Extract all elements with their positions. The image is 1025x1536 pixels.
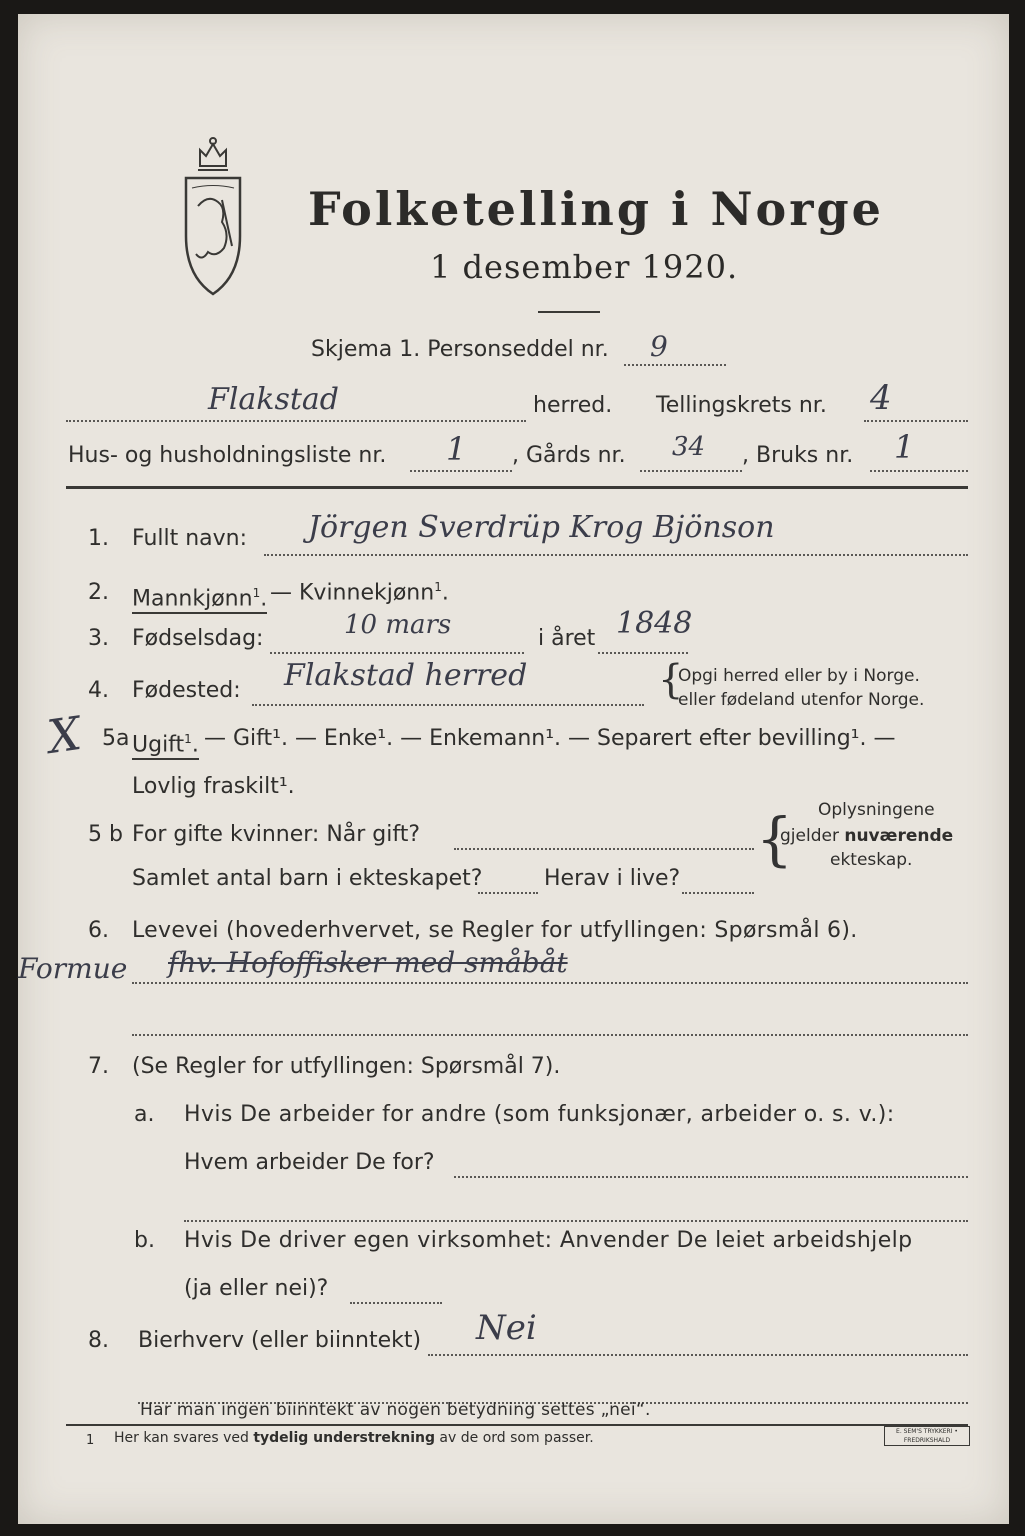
footnote-marker: 1 <box>86 1433 95 1448</box>
gards-number[interactable]: 34 <box>672 432 706 462</box>
q6-dots-line1 <box>132 982 968 984</box>
q5b-children-dots <box>478 892 538 894</box>
ugift-option[interactable]: Ugift$^1$. <box>132 726 199 760</box>
footer-note: Har man ingen biinntekt av nogen betydning settes „nei“. <box>140 1400 651 1420</box>
gards-label: , Gårds nr. <box>512 443 626 468</box>
header-separator <box>66 486 968 489</box>
mannkjonn-option[interactable]: Mannkjønn$^1$. <box>132 580 267 614</box>
q8-dots <box>428 1354 968 1356</box>
q8-number: 8. <box>88 1328 109 1353</box>
q4-brace: { <box>658 657 684 703</box>
q3-label: Fødselsdag: <box>132 626 264 651</box>
husholdningsliste-dots <box>410 470 512 472</box>
q4-note-line2: eller fødeland utenfor Norge. <box>678 690 925 710</box>
lovlig-fraskilt-option[interactable]: Lovlig fraskilt¹. <box>132 774 295 799</box>
tellingskrets-number[interactable]: 4 <box>870 378 892 418</box>
q7b-question: (ja eller nei)? <box>184 1276 329 1301</box>
q6-dots-line2 <box>132 1034 968 1036</box>
footnote-part2: av de ord som passer. <box>434 1430 594 1446</box>
tellingskrets-label: Tellingskrets nr. <box>656 393 827 418</box>
herred-dots <box>66 420 526 422</box>
husholdningsliste-number[interactable]: 1 <box>446 430 467 468</box>
q5b-children-label: Samlet antal barn i ekteskapet? <box>132 866 483 891</box>
birth-year-value[interactable]: 1848 <box>616 606 693 641</box>
title-divider <box>538 311 600 313</box>
q5b-married-dots <box>454 848 754 850</box>
tellingskrets-dots <box>864 420 968 422</box>
q5b-note-current: nuværende <box>844 826 954 846</box>
q5b-number: 5 b <box>88 822 123 847</box>
q6-number: 6. <box>88 918 109 943</box>
q5b-note-line3: ekteskap. <box>830 850 913 870</box>
q3-number: 3. <box>88 626 109 651</box>
q7a-dots-line2[interactable] <box>184 1220 968 1222</box>
q1-number: 1. <box>88 526 109 551</box>
herred-label: herred. <box>533 393 613 418</box>
q2-number: 2. <box>88 580 109 605</box>
q5b-note-gjelder: gjelder <box>780 826 845 846</box>
q6-margin-note: Formue <box>18 952 128 985</box>
personseddel-number[interactable]: 9 <box>650 330 668 363</box>
q7-label: (Se Regler for utfyllingen: Spørsmål 7). <box>132 1054 561 1079</box>
schema-label: Skjema 1. Personseddel nr. <box>311 337 609 362</box>
footnote-part1: Her kan svares ved <box>114 1430 254 1446</box>
footnote-emphasis: tydelig understrekning <box>253 1430 435 1446</box>
ugift-label: Ugift <box>132 732 185 758</box>
form-title: Folketelling i Norge <box>308 182 884 236</box>
mannkjonn-label: Mannkjønn <box>132 586 253 612</box>
q7b-dots[interactable] <box>350 1302 442 1304</box>
q7a-letter: a. <box>134 1102 155 1127</box>
q4-note-line1: Opgi herred eller by i Norge. <box>678 666 920 686</box>
q4-label: Fødested: <box>132 678 241 703</box>
q5b-brace: { <box>756 805 793 873</box>
q5b-note-line1: Oplysningene <box>818 800 935 820</box>
birthday-value[interactable]: 10 mars <box>344 610 452 640</box>
husholdningsliste-label: Hus- og husholdningsliste nr. <box>68 443 387 468</box>
q8-label: Bierhverv (eller biinntekt) <box>138 1328 422 1353</box>
secondary-income-value[interactable]: Nei <box>476 1308 537 1348</box>
census-form-page <box>18 14 1009 1524</box>
bruks-dots <box>870 470 968 472</box>
q5b-alive-label: Herav i live? <box>544 866 681 891</box>
q6-label: Levevei (hovederhvervet, se Regler for utfyllingen: Spørsmål 6). <box>132 918 858 943</box>
q7a-question: Hvem arbeider De for? <box>184 1150 435 1175</box>
kvinnekjonn-option[interactable]: — Kvinnekjønn$^1$. <box>270 580 449 606</box>
q5a-other-options[interactable]: — Gift¹. — Enke¹. — Enkemann¹. — Separert efter bevilling¹. — <box>204 726 896 751</box>
kvinnekjonn-label: — Kvinnekjønn <box>270 580 435 606</box>
q7-number: 7. <box>88 1054 109 1079</box>
q1-dots <box>264 554 968 556</box>
marginal-x-mark: X <box>44 705 85 765</box>
norwegian-coat-of-arms-icon <box>178 136 248 306</box>
q5b-married-label: For gifte kvinner: Når gift? <box>132 822 421 847</box>
q7a-dots-line1[interactable] <box>454 1176 968 1178</box>
bruks-number[interactable]: 1 <box>894 428 915 466</box>
printer-stamp: E. SEM'S TRYKKERI • FREDRIKSHALD <box>884 1426 970 1446</box>
herred-value[interactable]: Flakstad <box>208 382 340 417</box>
q3-dots <box>270 652 524 654</box>
q4-dots <box>252 704 644 706</box>
q5b-note-line2 <box>780 826 953 846</box>
footer-separator <box>66 1424 968 1426</box>
gards-dots <box>640 470 742 472</box>
q7a-text: Hvis De arbeider for andre (som funksjonær, arbeider o. s. v.): <box>184 1102 895 1127</box>
census-date: 1 desember 1920. <box>430 248 739 286</box>
bruks-label: , Bruks nr. <box>742 443 854 468</box>
q5b-alive-dots <box>682 892 754 894</box>
footnote-text <box>114 1430 594 1446</box>
q7b-letter: b. <box>134 1228 155 1253</box>
occupation-struck-value[interactable]: fhv. Hofoffisker med småbåt <box>168 946 568 979</box>
year-label: i året <box>538 626 596 651</box>
q7b-text: Hvis De driver egen virksomhet: Anvender De leiet arbeidshjelp <box>184 1228 913 1253</box>
q4-number: 4. <box>88 678 109 703</box>
q5a-number: 5a <box>102 726 130 751</box>
year-dots <box>598 652 688 654</box>
birthplace-value[interactable]: Flakstad herred <box>284 658 528 693</box>
full-name-value[interactable]: Jörgen Sverdrüp Krog Bjönson <box>308 510 775 545</box>
q1-label: Fullt navn: <box>132 526 248 551</box>
schema-dots <box>624 364 726 366</box>
